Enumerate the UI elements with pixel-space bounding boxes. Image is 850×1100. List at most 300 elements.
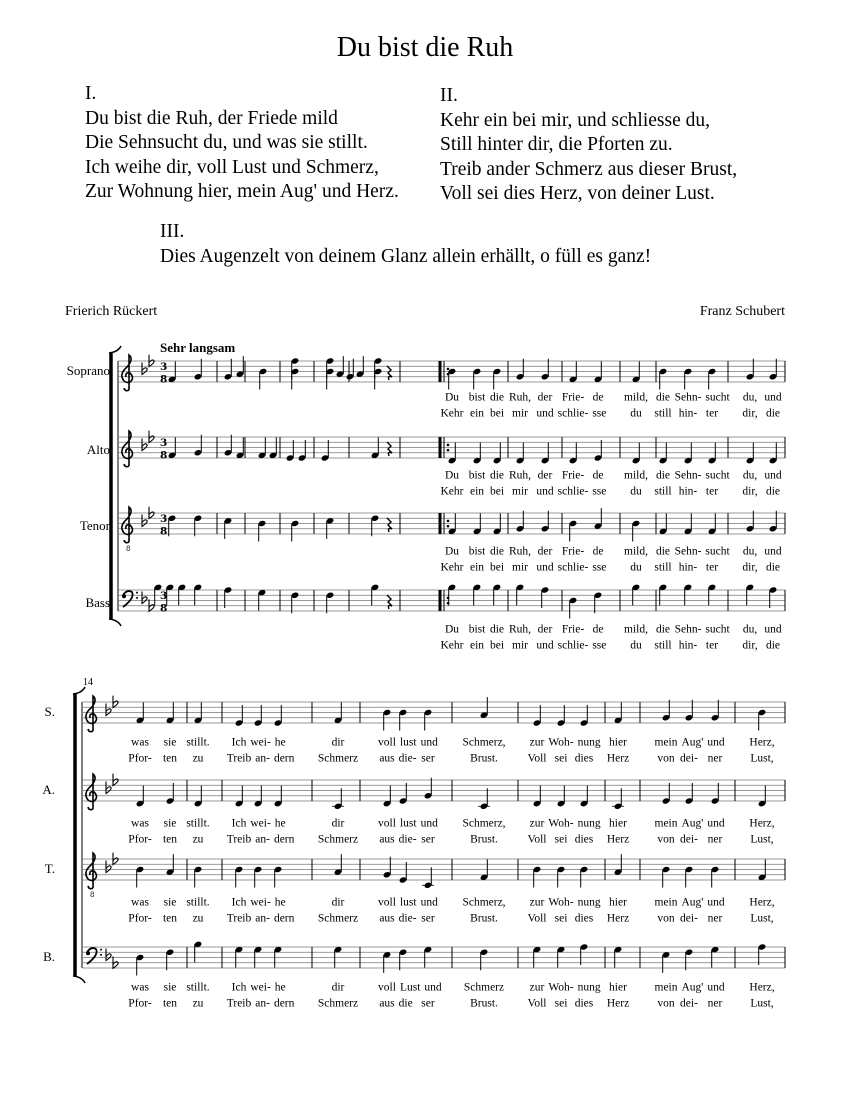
lyric-syllable: Herz, [749, 896, 775, 909]
lyric-syllable: sei [554, 912, 568, 925]
lyric-syllable: ein [469, 485, 485, 498]
lyric-syllable: dies [574, 912, 594, 925]
lyric-syllable: zur [529, 736, 545, 749]
lyric-syllable: ter [705, 561, 719, 574]
time-signature-bottom: 8 [160, 449, 168, 462]
lyric-syllable: Aug' [681, 896, 704, 909]
lyric-syllable: die [765, 639, 781, 652]
flat-icon [142, 515, 147, 527]
lyric-syllable: Kehr [440, 407, 464, 420]
voice-label-b: B. [43, 949, 55, 964]
bracket-hook [109, 619, 121, 626]
stanza-line: Dies Augenzelt von deinem Glanz allein erhällt, o füll es ganz! [160, 245, 652, 267]
lyric-syllable: Pfor- [128, 833, 152, 846]
stanza-line: Kehr ein bei mir, und schliesse du, [440, 109, 710, 131]
lyric-syllable: Schmerz [317, 997, 359, 1010]
lyric-syllable: dies [574, 833, 594, 846]
lyric-syllable: ter [705, 407, 719, 420]
lyric-syllable: hier [609, 896, 627, 909]
bass-clef-dot [86, 951, 90, 955]
lyric-syllable: der [537, 391, 553, 404]
lyric-syllable: zu [192, 997, 204, 1010]
lyric-syllable: Pfor- [128, 912, 152, 925]
lyric-syllable: Schmerz, [462, 817, 506, 830]
lyric-syllable: mild, [624, 469, 648, 482]
lyric-syllable: voll [378, 736, 396, 749]
lyric-syllable: ser [421, 997, 435, 1010]
lyric-syllable: du [630, 561, 642, 574]
lyric-syllable: hin- [678, 639, 698, 652]
lyric-syllable: und [764, 623, 782, 636]
lyric-syllable: still [654, 639, 672, 652]
lyric-syllable: du, [742, 623, 758, 636]
treble-clef-icon [122, 431, 133, 467]
lyric-syllable: dir, [742, 485, 758, 498]
lyric-syllable: und [536, 639, 554, 652]
lyric-syllable: bist [468, 623, 486, 636]
lyric-syllable: ter [705, 639, 719, 652]
lyric-syllable: ner [707, 752, 723, 765]
lyric-syllable: was [131, 896, 149, 909]
voice-label-tenor: Tenor [79, 518, 110, 533]
lyric-syllable: sucht [705, 545, 730, 558]
lyric-syllable: die [489, 623, 505, 636]
treble-clef-icon [86, 696, 97, 732]
bracket-hook [73, 687, 85, 694]
lyric-syllable: zu [192, 912, 204, 925]
lyric-syllable: ner [707, 912, 723, 925]
flat-icon [106, 782, 111, 794]
lyric-syllable: und [707, 736, 725, 749]
lyric-syllable: hier [609, 736, 627, 749]
time-signature-top: 3 [160, 513, 168, 525]
lyric-syllable: lust [399, 817, 417, 830]
lyric-syllable: still [654, 561, 672, 574]
lyric-syllable: voll [378, 896, 396, 909]
lyric-syllable: bei [489, 407, 505, 420]
octave-marker: 8 [126, 545, 131, 553]
lyric-syllable: ten [162, 912, 178, 925]
lyric-syllable: bei [489, 485, 505, 498]
lyric-syllable: von [657, 833, 675, 846]
lyric-syllable: ten [162, 752, 178, 765]
lyric-syllable: bist [468, 391, 486, 404]
lyric-syllable: mein [654, 736, 678, 749]
lyric-syllable: du, [742, 545, 758, 558]
lyric-syllable: von [657, 912, 675, 925]
lyric-syllable: mir [512, 639, 528, 652]
lyric-syllable: Voll [527, 833, 547, 846]
lyric-syllable: he [274, 981, 286, 994]
lyric-syllable: der [537, 469, 553, 482]
stanza-line: Die Sehnsucht du, und was sie stillt. [85, 132, 368, 153]
repeat-dot [447, 444, 450, 447]
lyric-syllable: mein [654, 981, 678, 994]
treble-clef-icon [86, 774, 97, 810]
treble-clef-icon [122, 355, 133, 391]
lyric-syllable: bist [468, 545, 486, 558]
lyric-syllable: bist [468, 469, 486, 482]
lyric-syllable: hin- [678, 561, 698, 574]
lyric-syllable: Lust, [750, 752, 774, 765]
lyric-syllable: sie [163, 817, 177, 830]
repeat-dot [447, 449, 450, 452]
lyric-syllable: still [654, 485, 672, 498]
lyric-syllable: dir, [742, 561, 758, 574]
lyric-syllable: lust [399, 736, 417, 749]
lyric-syllable: nung [577, 981, 601, 994]
lyric-syllable: Sehn- [674, 623, 702, 636]
lyric-syllable: und [420, 817, 438, 830]
lyric-syllable: Ruh, [508, 469, 532, 482]
lyric-syllable: sse [592, 485, 607, 498]
lyric-syllable: die- [398, 833, 417, 846]
lyric-syllable: Schmerz [463, 981, 505, 994]
stanza-numeral: II. [440, 85, 458, 106]
lyric-syllable: Ruh, [508, 391, 532, 404]
lyric-syllable: nung [577, 896, 601, 909]
lyric-syllable: dir [331, 896, 345, 909]
lyric-syllable: zur [529, 981, 545, 994]
lyric-syllable: Aug' [681, 817, 704, 830]
lyric-syllable: Ruh, [508, 545, 532, 558]
lyric-syllable: mein [654, 896, 678, 909]
lyric-syllable: dern [273, 997, 295, 1010]
lyric-syllable: dern [273, 833, 295, 846]
lyric-syllable: Frie- [561, 545, 585, 558]
lyric-syllable: hin- [678, 407, 698, 420]
lyric-syllable: Herz, [749, 817, 775, 830]
lyric-syllable: mild, [624, 391, 648, 404]
lyric-syllable: dies [574, 997, 594, 1010]
lyric-syllable: Sehn- [674, 391, 702, 404]
lyric-syllable: Kehr [440, 485, 464, 498]
lyric-syllable: Aug' [681, 736, 704, 749]
treble-clef-icon [86, 853, 97, 889]
lyric-syllable: und [764, 391, 782, 404]
lyric-syllable: zur [529, 817, 545, 830]
time-signature-top: 3 [160, 437, 168, 449]
lyric-syllable: an- [255, 752, 270, 765]
lyric-syllable: Voll [527, 997, 547, 1010]
lyric-syllable: der [537, 545, 553, 558]
voice-label-alto: Alto [86, 442, 110, 457]
lyric-syllable: lust [399, 896, 417, 909]
lyric-syllable: sse [592, 407, 607, 420]
lyric-syllable: Voll [527, 912, 547, 925]
lyric-syllable: Herz [606, 833, 630, 846]
lyric-syllable: zu [192, 833, 204, 846]
lyric-syllable: und [707, 981, 725, 994]
voice-label-soprano: Soprano [66, 363, 110, 378]
lyric-syllable: Du [444, 623, 460, 636]
lyric-syllable: ner [707, 997, 723, 1010]
lyric-syllable: Herz, [749, 736, 775, 749]
stanza-line: Du bist die Ruh, der Friede mild [85, 107, 338, 129]
bass-clef-dot [136, 597, 138, 599]
poet-credit: Frierich Rückert [65, 304, 158, 319]
lyric-syllable: dies [574, 752, 594, 765]
lyric-syllable: Herz [606, 997, 630, 1010]
bass-clef-dot [100, 954, 102, 956]
lyric-syllable: Ich [231, 981, 247, 994]
lyric-syllable: Du [444, 391, 460, 404]
lyric-syllable: aus [379, 912, 395, 925]
lyric-syllable: Woh- [548, 896, 574, 909]
flat-icon [106, 704, 111, 716]
lyric-syllable: Ruh, [508, 623, 532, 636]
lyric-syllable: und [536, 561, 554, 574]
lyric-syllable: aus [379, 752, 395, 765]
lyric-syllable: und [424, 981, 442, 994]
lyric-syllable: Frie- [561, 391, 585, 404]
lyric-syllable: Brust. [470, 752, 498, 765]
lyric-syllable: an- [255, 833, 270, 846]
lyric-syllable: bei [489, 639, 505, 652]
lyric-syllable: Treib [226, 912, 252, 925]
score-title: Du bist die Ruh [336, 32, 514, 63]
voice-label-t: T. [44, 861, 55, 876]
lyric-syllable: die- [398, 752, 417, 765]
lyric-syllable: hin- [678, 485, 698, 498]
quarter-rest-icon [387, 595, 392, 609]
lyric-syllable: Ich [231, 896, 247, 909]
lyric-syllable: dir [331, 736, 345, 749]
lyric-syllable: die [489, 391, 505, 404]
lyric-syllable: die [655, 391, 671, 404]
lyric-syllable: de [592, 545, 604, 558]
lyric-syllable: an- [255, 997, 270, 1010]
lyric-syllable: ten [162, 997, 178, 1010]
lyric-syllable: die [765, 561, 781, 574]
bass-clef-icon [123, 591, 133, 607]
lyric-syllable: wei- [250, 896, 271, 909]
lyric-syllable: nung [577, 736, 601, 749]
lyric-syllable: du [630, 485, 642, 498]
flat-icon [142, 439, 147, 451]
lyric-syllable: ser [421, 752, 435, 765]
lyric-syllable: de [592, 623, 604, 636]
lyric-syllable: de [592, 469, 604, 482]
flat-icon [106, 949, 111, 961]
lyric-syllable: ten [162, 833, 178, 846]
lyric-syllable: schlie- [557, 407, 589, 420]
lyric-syllable: wei- [250, 981, 271, 994]
lyric-syllable: mild, [624, 545, 648, 558]
lyric-syllable: Treib [226, 833, 252, 846]
lyric-syllable: Treib [226, 997, 252, 1010]
lyric-syllable: Herz, [749, 981, 775, 994]
lyric-syllable: mild, [624, 623, 648, 636]
lyric-syllable: voll [378, 981, 396, 994]
lyric-syllable: was [131, 981, 149, 994]
lyric-syllable: Kehr [440, 561, 464, 574]
lyric-syllable: stillt. [186, 981, 210, 994]
lyric-syllable: die [655, 623, 671, 636]
lyric-syllable: ter [705, 485, 719, 498]
lyric-syllable: still [654, 407, 672, 420]
lyric-syllable: du [630, 407, 642, 420]
voice-label-a: A. [42, 782, 55, 797]
lyric-syllable: he [274, 817, 286, 830]
lyric-syllable: sie [163, 981, 177, 994]
lyric-syllable: stillt. [186, 896, 210, 909]
bass-clef-dot [122, 594, 126, 598]
quarter-rest-icon [387, 518, 392, 532]
lyric-syllable: ein [469, 639, 485, 652]
bass-clef-dot [136, 592, 138, 594]
lyric-syllable: nung [577, 817, 601, 830]
lyric-syllable: schlie- [557, 639, 589, 652]
octave-marker: 8 [90, 891, 95, 899]
lyric-syllable: dir, [742, 639, 758, 652]
lyric-syllable: und [764, 469, 782, 482]
lyric-syllable: Aug' [681, 981, 704, 994]
composer-credit: Franz Schubert [699, 304, 785, 319]
lyric-syllable: du, [742, 469, 758, 482]
lyric-syllable: Schmerz [317, 912, 359, 925]
lyric-syllable: sie [163, 736, 177, 749]
lyric-syllable: schlie- [557, 485, 589, 498]
lyric-syllable: und [707, 817, 725, 830]
time-signature-bottom: 8 [160, 373, 168, 386]
lyric-syllable: Woh- [548, 736, 574, 749]
lyric-syllable: bei [489, 561, 505, 574]
lyric-syllable: Woh- [548, 981, 574, 994]
lyric-syllable: Lust, [750, 912, 774, 925]
lyric-syllable: mein [654, 817, 678, 830]
lyric-syllable: voll [378, 817, 396, 830]
lyric-syllable: die- [398, 912, 417, 925]
flat-icon [142, 363, 147, 375]
time-signature-top: 3 [160, 361, 168, 373]
lyric-syllable: aus [379, 833, 395, 846]
lyric-syllable: die [655, 545, 671, 558]
lyric-syllable: die [489, 545, 505, 558]
lyric-syllable: Woh- [548, 817, 574, 830]
lyric-syllable: Brust. [470, 833, 498, 846]
lyric-syllable: die [765, 407, 781, 420]
lyric-syllable: wei- [250, 817, 271, 830]
lyric-syllable: hier [609, 817, 627, 830]
lyric-syllable: du, [742, 391, 758, 404]
lyric-syllable: Schmerz [317, 752, 359, 765]
lyric-syllable: mir [512, 485, 528, 498]
lyric-syllable: Sehn- [674, 469, 702, 482]
lyric-syllable: die [489, 469, 505, 482]
lyric-syllable: Sehn- [674, 545, 702, 558]
lyric-syllable: Pfor- [128, 752, 152, 765]
lyric-syllable: dei- [680, 912, 698, 925]
lyric-syllable: Ich [231, 817, 247, 830]
lyric-syllable: stillt. [186, 817, 210, 830]
lyric-syllable: sucht [705, 623, 730, 636]
lyric-syllable: dir, [742, 407, 758, 420]
voice-label-bass: Bass [85, 595, 110, 610]
lyric-syllable: ein [469, 407, 485, 420]
lyric-syllable: und [707, 896, 725, 909]
lyric-syllable: dern [273, 912, 295, 925]
lyric-syllable: ser [421, 912, 435, 925]
lyric-syllable: sse [592, 561, 607, 574]
stanza-line: Voll sei dies Herz, von deiner Lust. [440, 183, 715, 204]
lyric-syllable: von [657, 752, 675, 765]
lyric-syllable: sei [554, 833, 568, 846]
lyric-syllable: Lust, [750, 997, 774, 1010]
lyric-syllable: aus [379, 997, 395, 1010]
lyric-syllable: Pfor- [128, 997, 152, 1010]
lyric-syllable: Schmerz, [462, 896, 506, 909]
flat-icon [106, 861, 111, 873]
measure-number: 14 [83, 677, 93, 688]
stanza-line: Treib ander Schmerz aus dieser Brust, [440, 158, 738, 180]
lyric-syllable: und [420, 896, 438, 909]
lyric-syllable: du [630, 639, 642, 652]
repeat-dot [447, 525, 450, 528]
lyric-syllable: und [536, 407, 554, 420]
lyric-syllable: sei [554, 752, 568, 765]
lyric-syllable: die [765, 485, 781, 498]
lyric-syllable: dir [331, 817, 345, 830]
stanza-line: Still hinter dir, die Pforten zu. [440, 134, 673, 155]
time-signature-top: 3 [160, 590, 168, 602]
lyric-syllable: dei- [680, 752, 698, 765]
lyric-syllable: von [657, 997, 675, 1010]
lyric-syllable: Frie- [561, 469, 585, 482]
flat-icon [142, 592, 147, 604]
bracket-hook [109, 346, 121, 353]
lyric-syllable: Herz [606, 752, 630, 765]
lyric-syllable: he [274, 896, 286, 909]
lyric-syllable: zur [529, 896, 545, 909]
lyric-syllable: an- [255, 912, 270, 925]
time-signature-bottom: 8 [160, 525, 168, 538]
tempo-marking: Sehr langsam [160, 340, 236, 355]
lyric-syllable: de [592, 391, 604, 404]
lyric-syllable: Lust [399, 981, 421, 994]
lyric-syllable: Schmerz [317, 833, 359, 846]
bracket-hook [73, 976, 85, 983]
lyric-syllable: he [274, 736, 286, 749]
lyric-syllable: Herz [606, 912, 630, 925]
lyric-syllable: die [655, 469, 671, 482]
treble-clef-icon [122, 507, 133, 543]
voice-label-s: S. [44, 704, 55, 719]
quarter-rest-icon [387, 366, 392, 380]
repeat-dot [447, 520, 450, 523]
lyric-syllable: dern [273, 752, 295, 765]
lyric-syllable: Treib [226, 752, 252, 765]
stanza-numeral: I. [85, 83, 97, 104]
lyric-syllable: ner [707, 833, 723, 846]
lyric-syllable: Frie- [561, 623, 585, 636]
lyric-syllable: stillt. [186, 736, 210, 749]
bass-clef-icon [87, 948, 97, 964]
lyric-syllable: die [398, 997, 413, 1010]
lyric-syllable: Lust, [750, 833, 774, 846]
lyric-syllable: und [536, 485, 554, 498]
time-signature-bottom: 8 [160, 602, 168, 615]
stanza-line: Zur Wohnung hier, mein Aug' und Herz. [85, 181, 399, 202]
lyric-syllable: Schmerz, [462, 736, 506, 749]
lyric-syllable: zu [192, 752, 204, 765]
lyric-syllable: sei [554, 997, 568, 1010]
lyric-syllable: wei- [250, 736, 271, 749]
lyric-syllable: schlie- [557, 561, 589, 574]
lyric-syllable: Brust. [470, 912, 498, 925]
lyric-syllable: was [131, 736, 149, 749]
stanza-line: Ich weihe dir, voll Lust und Schmerz, [85, 156, 379, 178]
